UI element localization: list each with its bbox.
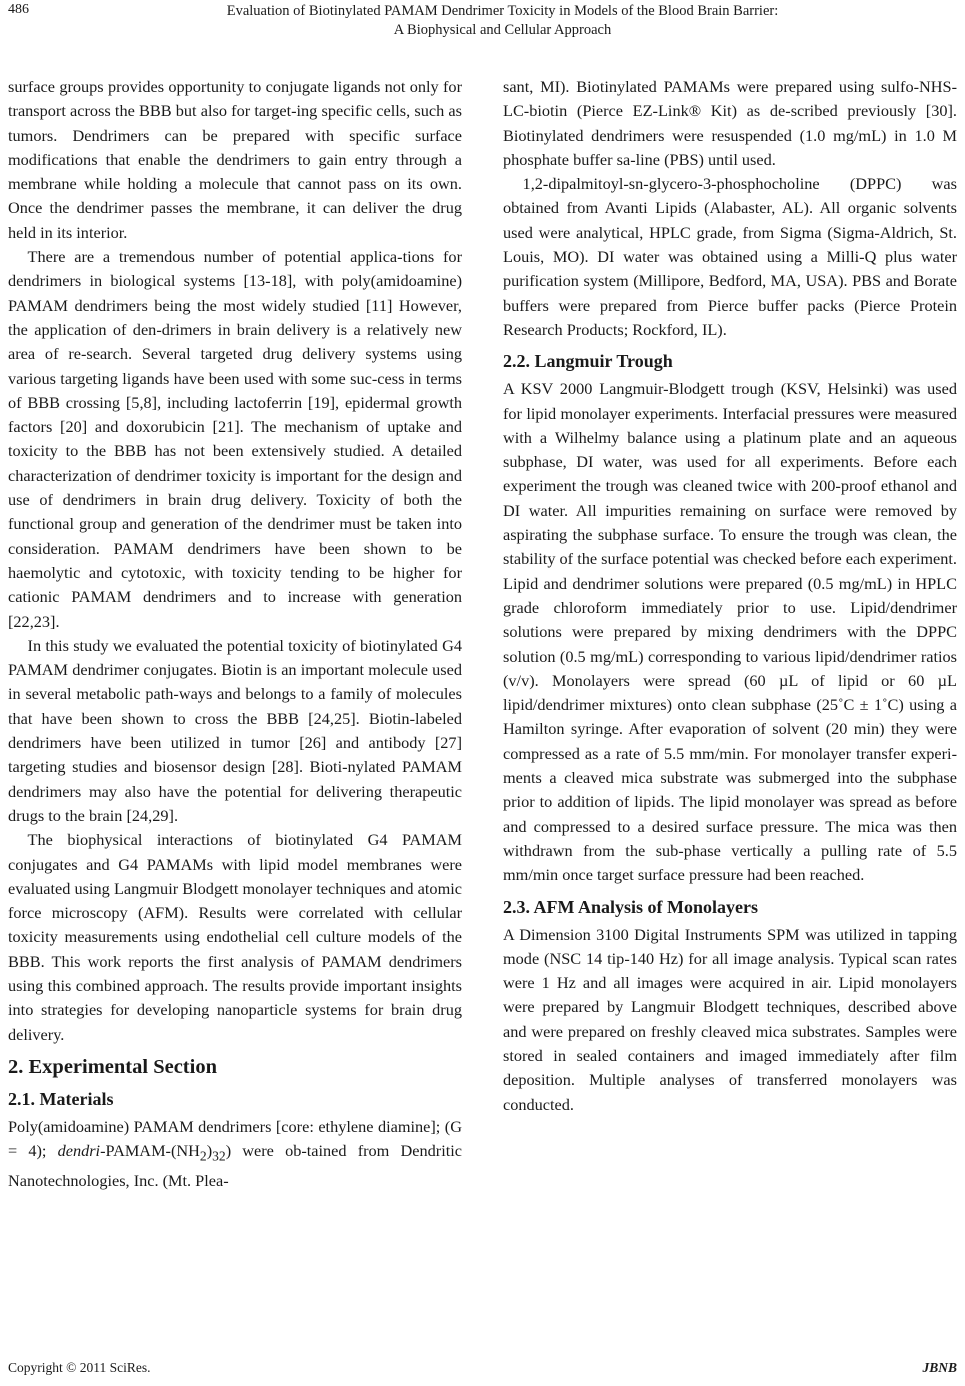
footer-journal: JBNB [922,1360,957,1375]
running-head [60,2,945,40]
paragraph: In this study we evaluated the potential toxicity of biotinylated G4 PAMAM dendrimer conjugates. Biotin is an important molecule used in several metabolic path-ways and belongs to a family of molecules that have been shown to cross the BBB [24,25]. Biotin-labeled dendrimers have been utilized in tumor [26] and antibody [27] targeting studies and biosensor design [28]. Bioti-nylated PAMAM dendrimers may also have the potential for delivering therapeutic drugs to the brain [24,29]. [8,635,462,825]
paragraph: A KSV 2000 Langmuir-Blodgett trough (KSV, Helsinki) was used for lipid monolayer experiments. Interfacial pressures were measured with a Wilhelmy balance using a platinum plate and an aqueous subphase, DI water, was used for all experiments. Before each experiment the trough was cleaned twice with 200-proof ethanol and DI water. All impurities remaining on surface were removed by aspirating the subphase surface. To ensure the trough was clean, the stability of the surface potential was checked before each experiment. Lipid and dendrimer solutions were prepared (0.5 mg/mL) in HPLC grade chloroform immediately prior to use. Lipid/dendrimer solutions were prepared by mixing dendrimers with the DPPC solution (0.5 mg/mL) corresponding to various lipid/dendrimer ratios (v/v). Monolayers were spread (60 µL of lipid or 60 µL lipid/dendrimer mixtures) onto clean subphase (25˚C ± 1˚C) using a Hamilton syringe. After evaporation of solvent (20 min) they were compressed as a rate of 5.5 mm/min. For monolayer transfer experi-ments a cleaved mica substrate was submerged into the subphase prior to addition of lipids. The lipid monolayer was spread as before and compressed to a desired surface pressure. The mica was then withdrawn from the sub-phase vertically a pulling rate of 5.5 mm/min once target surface pressure had been reached. [503,379,957,885]
left-column [8,75,462,1193]
footer-copyright: Copyright © 2011 SciRes. [8,1360,151,1375]
subsection-heading: 2.1. Materials [8,1088,114,1109]
right-column [503,75,957,1117]
paragraph: sant, MI). Biotinylated PAMAMs were prepared using sulfo-NHS-LC-biotin (Pierce EZ-Link® Kit) as de-scribed previously [30]. Biotinylated dendrimers were resuspended (1.0 mg/mL) in 1.0 M phosphate buffer sa-line (PBS) until used. [503,77,957,169]
paragraph: The biophysical interactions of biotinylated G4 PAMAM conjugates and G4 PAMAMs with lipid model membranes were evaluated using Langmuir Blodgett monolayer techniques and atomic force microscopy (AFM). Results were correlated with cellular toxicity measurements using endothelial cell culture models of the BBB. This work reports the first analysis of PAMAM dendrimers using this combined approach. The results provide important insights into strategies for developing nanoparticle systems for brain drug delivery. [8,830,462,1044]
paragraph: There are a tremendous number of potential applica-tions for dendrimers in biological systems [13-18], with poly(amidoamine) PAMAM dendrimers being the most widely studied [11] However, the application of den-drimers in brain delivery is a relatively new area of re-search. Several targeted drug delivery systems using various targeting ligands have been used with some suc-cess in terms of BBB crossing [5,8], including lactoferrin [19], epidermal growth factors [20] and doxorubicin [21]. The mechanism of uptake and toxicity to the BBB has not been extensively studied. A detailed characterization of dendrimer toxicity is important for the design and use of dendrimers in brain drug delivery. Toxicity of both the functional group and generation of the dendrimer must be taken into consideration. PAMAM dendrimers have been shown to be haemolytic and cytotoxic, with toxicity tending to be higher for cationic PAMAM dendrimers and to increase with generation [22,23]. [8,247,462,631]
subsection-heading: 2.2. Langmuir Trough [503,351,673,372]
paragraph: Poly(amidoamine) PAMAM dendrimers [core: ethylene diamine]; (G = 4); dendri-$PAMAM-(NH_2)_{32}$) were ob-tained from Dendritic Nanotechnologies, Inc. (Mt. Plea- [8,1116,462,1190]
paragraph: surface groups provides opportunity to conjugate ligands not only for transport across the BBB but also for target-ing specific cells, such as tumors. Dendrimers can be prepared with specific surface modifications that enable the dendrimers to gain entry through a membrane while holding a molecule that cannot pass on its own. Once the dendrimer passes the membrane, it can deliver the drug held in its interior. [8,77,462,242]
section-heading: 2. Experimental Section [8,1055,217,1078]
running-head-line-2: A Biophysical and Cellular Approach [393,22,612,38]
paragraph: 1,2-dipalmitoyl-sn-glycero-3-phosphocholine (DPPC) was obtained from Avanti Lipids (Alabaster, AL). All organic solvents used were analytical, HPLC grade, from Sigma (Sigma-Aldrich, St. Louis, MO). DI water was obtained using a Milli-Q plus water purification system (Millipore, Bedford, MA, USA). PBS and Borate buffers were prepared from Pierce buffer packs (Pierce Protein Research Products; Rockford, IL). [503,174,957,339]
page-number: 486 [8,2,29,17]
subsection-heading: 2.3. AFM Analysis of Monolayers [503,896,758,917]
running-head-line-1: Evaluation of Biotinylated PAMAM Dendrimer Toxicity in Models of the Blood Brain Barrier: [226,3,779,19]
paragraph: A Dimension 3100 Digital Instruments SPM was utilized in tapping mode (NSC 14 tip-140 Hz) for all image analysis. Typical scan rates were 1 Hz and all images were acquired in air. Lipid monolayers were prepared by Langmuir Blodgett techniques, described above and were prepared on freshly cleaved mica substrates. Samples were stored in sealed containers and imaged immediately after film deposition. Multiple analyses of transferred monolayers was conducted. [503,924,957,1114]
